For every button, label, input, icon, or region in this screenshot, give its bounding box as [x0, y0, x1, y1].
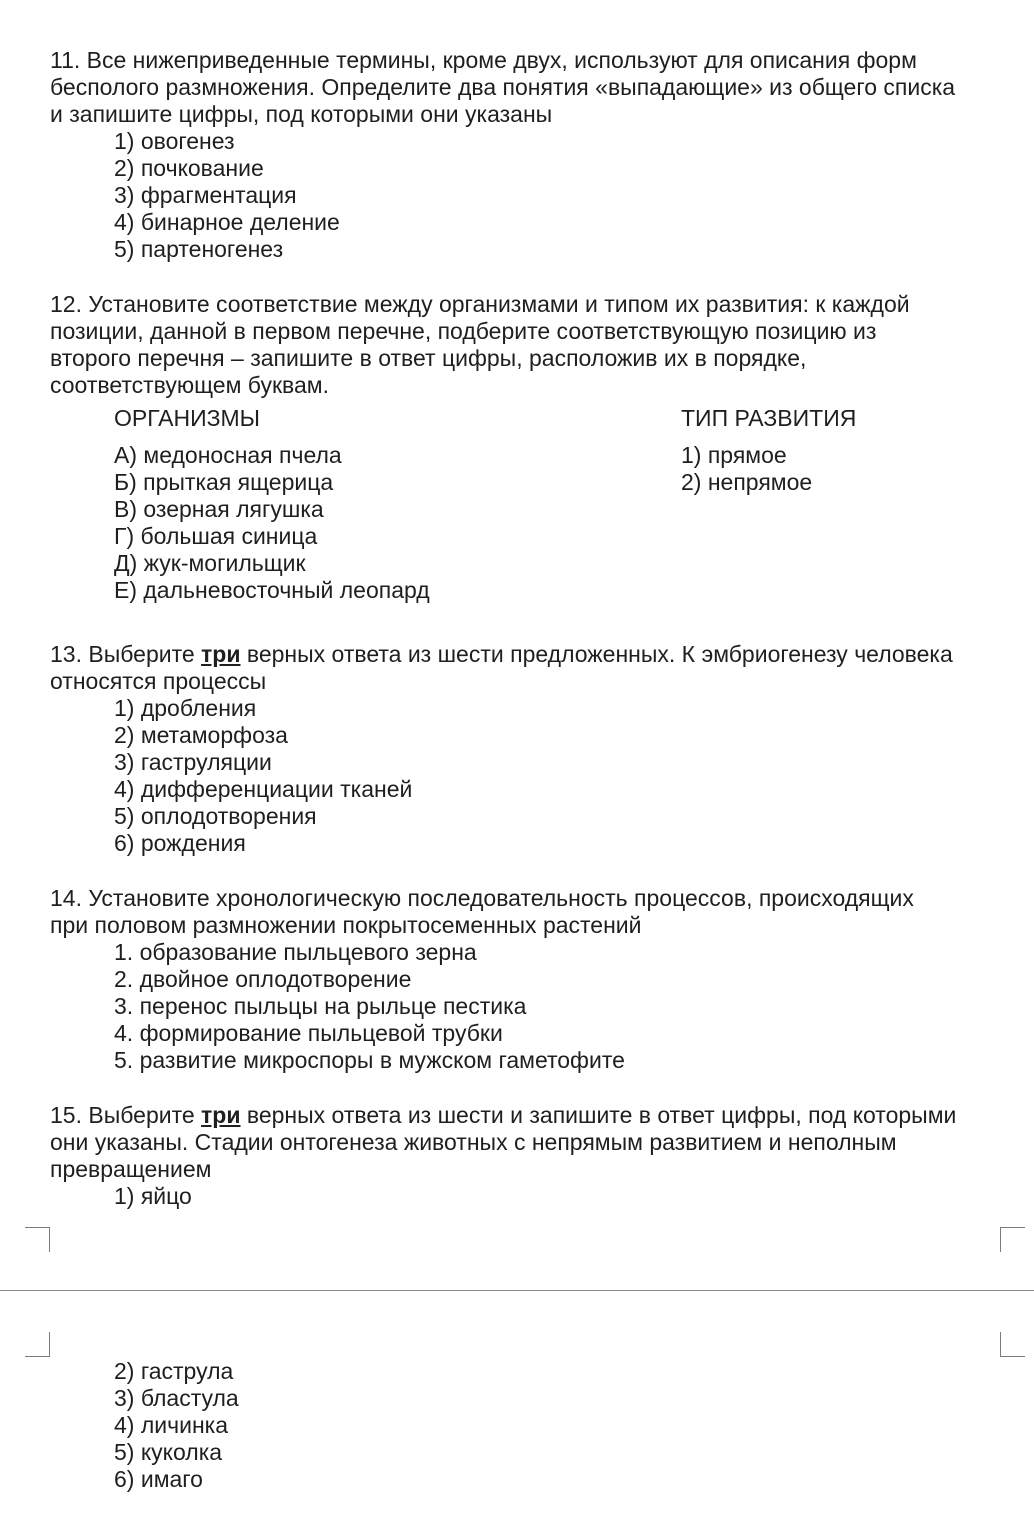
question-13-suffix: верных ответа из шести предложенных. К эмбриогенезу человека	[240, 641, 953, 667]
option-item: 5) оплодотворения	[114, 803, 317, 829]
option-item: 1) дробления	[114, 695, 257, 721]
option-item: 1. образование пыльцевого зерна	[114, 939, 477, 965]
question-12	[50, 291, 1010, 604]
organism-item: Д) жук-могильщик	[114, 550, 306, 576]
organism-item: Б) прыткая ящерица	[114, 469, 334, 495]
option-item: 4) личинка	[114, 1412, 229, 1438]
question-14	[50, 885, 1010, 1074]
organism-item: Е) дальневосточный леопард	[114, 577, 430, 603]
question-11-options	[50, 128, 1010, 263]
option-item: 6) рождения	[114, 830, 246, 856]
option-item: 4. формирование пыльцевой трубки	[114, 1020, 503, 1046]
option-item: 3) бластула	[114, 1385, 239, 1411]
development-type-item: 1) прямое	[681, 442, 787, 468]
option-item: 5) куколка	[114, 1439, 223, 1465]
question-12-line: второго перечня – запишите в ответ цифры, расположив их в порядке,	[50, 345, 807, 371]
page-corner-mark	[1000, 1332, 1025, 1357]
question-15-line	[50, 1102, 1010, 1129]
question-14-line: 14. Установите хронологическую последовательность процессов, происходящих	[50, 885, 914, 911]
question-15-continued	[50, 1358, 1010, 1493]
question-14-line: при половом размножении покрытосеменных растений	[50, 912, 642, 938]
question-15-suffix: верных ответа из шести и запишите в ответ цифры, под которыми	[240, 1102, 957, 1128]
matching-headers	[50, 405, 1010, 432]
option-item: 5) партеногенез	[114, 236, 284, 262]
question-13-line: относятся процессы	[50, 668, 267, 694]
question-12-line: 12. Установите соответствие между организмами и типом их развития: к каждой	[50, 291, 910, 317]
option-item: 2) гаструла	[114, 1358, 234, 1384]
question-15-options-page2	[50, 1358, 1010, 1493]
development-type-header: ТИП РАЗВИТИЯ	[681, 405, 857, 431]
emphasis-three: три	[201, 1102, 241, 1128]
question-14-options	[50, 939, 1010, 1074]
question-11-line: бесполого размножения. Определите два понятия «выпадающие» из общего списка	[50, 74, 956, 100]
organism-item: Г) большая синица	[114, 523, 318, 549]
organisms-list	[50, 442, 430, 604]
question-15-prefix: 15. Выберите	[50, 1102, 202, 1128]
emphasis-three: три	[201, 641, 241, 667]
question-15-line: превращением	[50, 1156, 212, 1182]
development-types-list	[617, 442, 812, 496]
question-11-line: и запишите цифры, под которыми они указаны	[50, 101, 553, 127]
page-corner-mark	[25, 1227, 50, 1252]
question-15-line: они указаны. Стадии онтогенеза животных с непрямым развитием и неполным	[50, 1129, 897, 1155]
matching-table	[50, 442, 1010, 604]
organisms-header: ОРГАНИЗМЫ	[114, 405, 261, 431]
question-13-prefix: 13. Выберите	[50, 641, 202, 667]
page-corner-mark	[25, 1332, 50, 1357]
question-13-line	[50, 641, 1010, 668]
option-item: 4) дифференциации тканей	[114, 776, 413, 802]
option-item: 1) яйцо	[114, 1183, 192, 1209]
option-item: 2) метаморфоза	[114, 722, 288, 748]
option-item: 6) имаго	[114, 1466, 203, 1492]
option-item: 2) почкование	[114, 155, 264, 181]
question-15	[50, 1102, 1010, 1210]
option-item: 3) фрагментация	[114, 182, 297, 208]
question-15-options-page1	[50, 1183, 1010, 1210]
question-13	[50, 641, 1010, 857]
option-item: 3) гаструляции	[114, 749, 272, 775]
option-item: 3. перенос пыльцы на рыльце пестика	[114, 993, 527, 1019]
option-item: 2. двойное оплодотворение	[114, 966, 412, 992]
page-corner-mark	[1000, 1227, 1025, 1252]
development-type-item: 2) непрямое	[681, 469, 813, 495]
question-11-line: 11. Все нижеприведенные термины, кроме двух, используют для описания форм	[50, 47, 917, 73]
question-13-options	[50, 695, 1010, 857]
question-12-line: соответствующем буквам.	[50, 372, 329, 398]
option-item: 5. развитие микроспоры в мужском гаметофите	[114, 1047, 625, 1073]
organism-item: А) медоносная пчела	[114, 442, 342, 468]
option-item: 1) овогенез	[114, 128, 235, 154]
question-11	[50, 47, 1010, 263]
option-item: 4) бинарное деление	[114, 209, 340, 235]
page-separator	[0, 1290, 1034, 1291]
organism-item: В) озерная лягушка	[114, 496, 324, 522]
question-12-line: позиции, данной в первом перечне, подберите соответствующую позицию из	[50, 318, 877, 344]
